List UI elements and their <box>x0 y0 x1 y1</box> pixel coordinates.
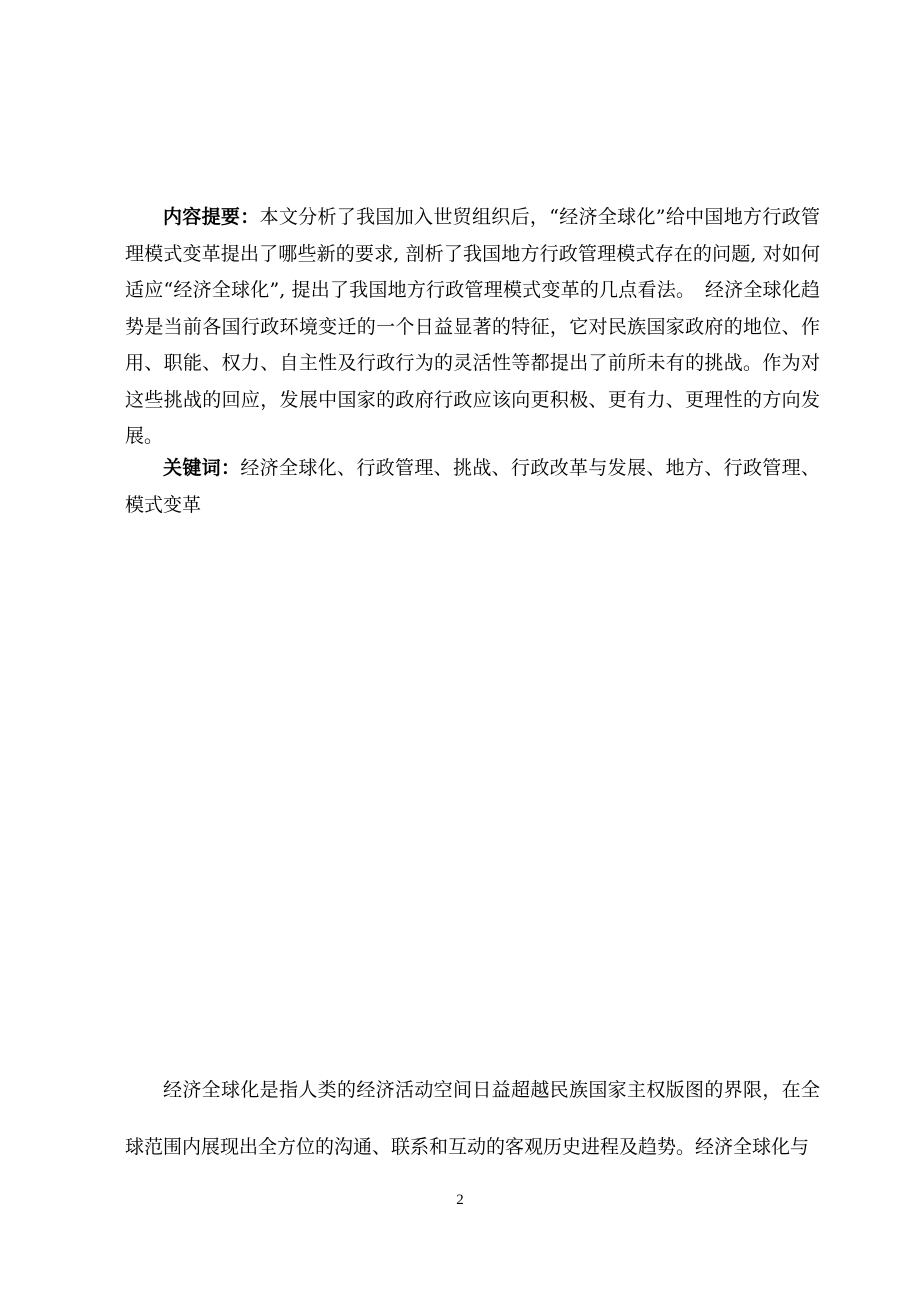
abstract-label: 内容提要： <box>163 206 260 228</box>
body-paragraph: 经济全球化是指人类的经济活动空间日益超越民族国家主权版图的界限，在全球范围内展现出全方位的沟通、联系和互动的客观历史进程及趋势。经济全球化与 <box>125 1079 820 1158</box>
keywords-label: 关键词： <box>163 457 241 479</box>
page-number: 2 <box>456 1192 464 1208</box>
abstract-text: 本文分析了我国加入世贸组织后，“经济全球化”给中国地方行政管理模式变革提出了哪些新的要求, 剖析了我国地方行政管理模式存在的问题, 对如何适应“经济全球化”, 提出了我国地方行政管理模式变革的几点看法。 经济全球化趋势是当前各国行政环境变迁的一个日益显著的特征，它对民族国家政府的地位、作用、职能、权力、自主性及行政行为的灵活性等都提出了前所未有的挑战。作为对这些挑战的回应，发展中国家的政府行政应该向更积极、更有力、更理性的方向发展。 <box>125 206 820 447</box>
keywords-paragraph <box>125 450 820 523</box>
abstract-paragraph <box>125 199 820 455</box>
keywords-text: 经济全球化、行政管理、挑战、行政改革与发展、地方、行政管理、模式变革 <box>125 457 820 516</box>
